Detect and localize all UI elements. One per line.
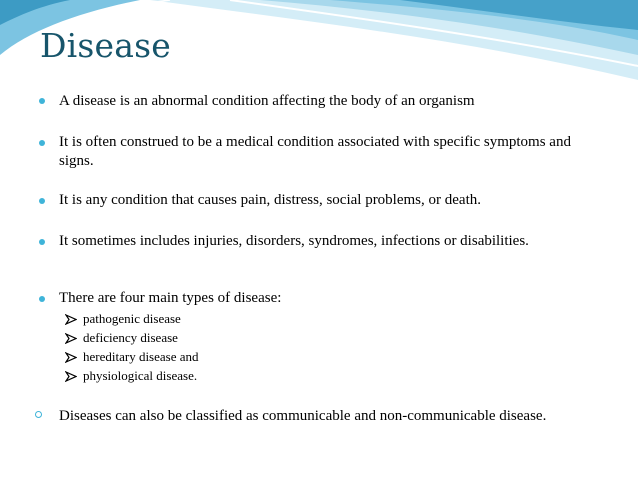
bullet-item: A disease is an abnormal condition affecting the body of an organism — [59, 93, 475, 109]
bullet-icon — [39, 140, 45, 146]
bullet-item: There are four main types of disease: — [59, 290, 282, 306]
arrow-right-icon — [65, 371, 77, 382]
bullet-item: It sometimes includes injuries, disorders, syndromes, infections or disabilities. — [59, 233, 529, 249]
disease-type-item: physiological disease. — [83, 368, 198, 383]
disease-type-item: deficiency disease — [83, 330, 178, 345]
bullet-icon — [39, 296, 45, 302]
disease-type-item: hereditary disease and — [83, 349, 199, 364]
ring-bullet-icon — [35, 411, 42, 418]
bullet-item: It is any condition that causes pain, distress, social problems, or death. — [59, 192, 481, 208]
arrow-right-icon — [65, 314, 77, 325]
classification-note: Diseases can also be classified as communicable and non-communicable disease. — [59, 408, 547, 424]
bullet-icon — [39, 98, 45, 104]
bullet-icon — [39, 239, 45, 245]
disease-type-item: pathogenic disease — [83, 311, 181, 326]
slide-title: Disease — [40, 26, 172, 65]
arrow-right-icon — [65, 333, 77, 344]
bullet-icon — [39, 198, 45, 204]
bullet-item: It is often construed to be a medical condition associated with specific symptoms and signs. — [59, 134, 571, 169]
arrow-right-icon — [65, 352, 77, 363]
